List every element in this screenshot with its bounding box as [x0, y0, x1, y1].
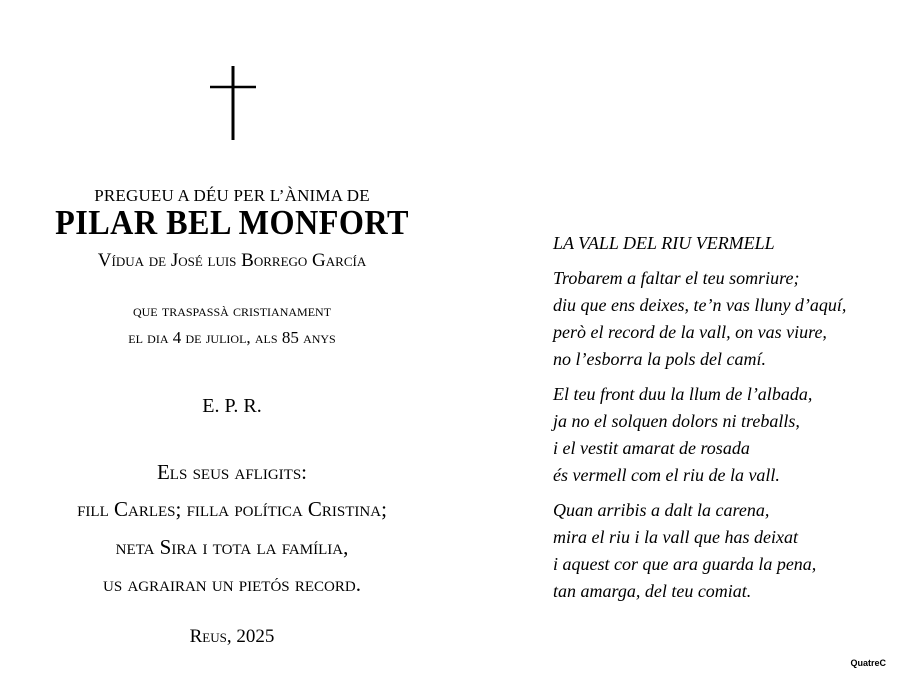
poem-line: Trobarem a faltar el teu somriure;	[553, 268, 800, 288]
poem-line: i aquest cor que ara guarda la pena,	[553, 554, 817, 574]
poem-line: ja no el solquen dolors ni treballs,	[553, 411, 800, 431]
mourners-line-3: us agrairan un pietós record.	[103, 572, 361, 596]
place-year: Reus, 2025	[189, 626, 275, 647]
poem-line: no l’esborra la pols del camí.	[553, 349, 766, 369]
epr-text: E. P. R.	[202, 395, 262, 417]
mourners-title: Els seus afligits:	[156, 460, 307, 484]
poem-line: mira el riu i la vall que has deixat	[553, 527, 798, 547]
poem-line: tan amarga, del teu comiat.	[553, 581, 752, 601]
latin-cross-icon	[210, 66, 256, 140]
poem-line: diu que ens deixes, te’n vas lluny d’aquí,	[553, 295, 847, 315]
deceased-name: PILAR BEL MONFORT	[55, 203, 409, 242]
poem-line: és vermell com el riu de la vall.	[553, 465, 780, 485]
mourners-line-1: fill Carles; filla política Cristina;	[77, 497, 387, 521]
poem-line: però el record de la vall, on vas viure,	[553, 322, 827, 342]
poem-stanza-1	[553, 265, 893, 373]
mourners-line-2: neta Sira i tota la família,	[115, 535, 349, 559]
widow-line: Vídua de José luis Borrego García	[97, 250, 367, 271]
death-line-1: que traspassà cristianament	[132, 301, 332, 320]
poem-stanza-2	[553, 381, 893, 489]
poem	[553, 230, 893, 613]
poem-line: El teu front duu la llum de l’albada,	[553, 384, 813, 404]
poem-line: i el vestit amarat de rosada	[553, 438, 750, 458]
printer-mark: QuatreC	[850, 658, 886, 668]
pretitle: PREGUEU A DÉU PER L’ÀNIMA DE	[94, 186, 370, 205]
death-line-2: el dia 4 de juliol, als 85 anys	[128, 328, 336, 347]
poem-stanza-3	[553, 497, 893, 605]
poem-title: LA VALL DEL RIU VERMELL	[553, 233, 775, 253]
poem-line: Quan arribis a dalt la carena,	[553, 500, 770, 520]
